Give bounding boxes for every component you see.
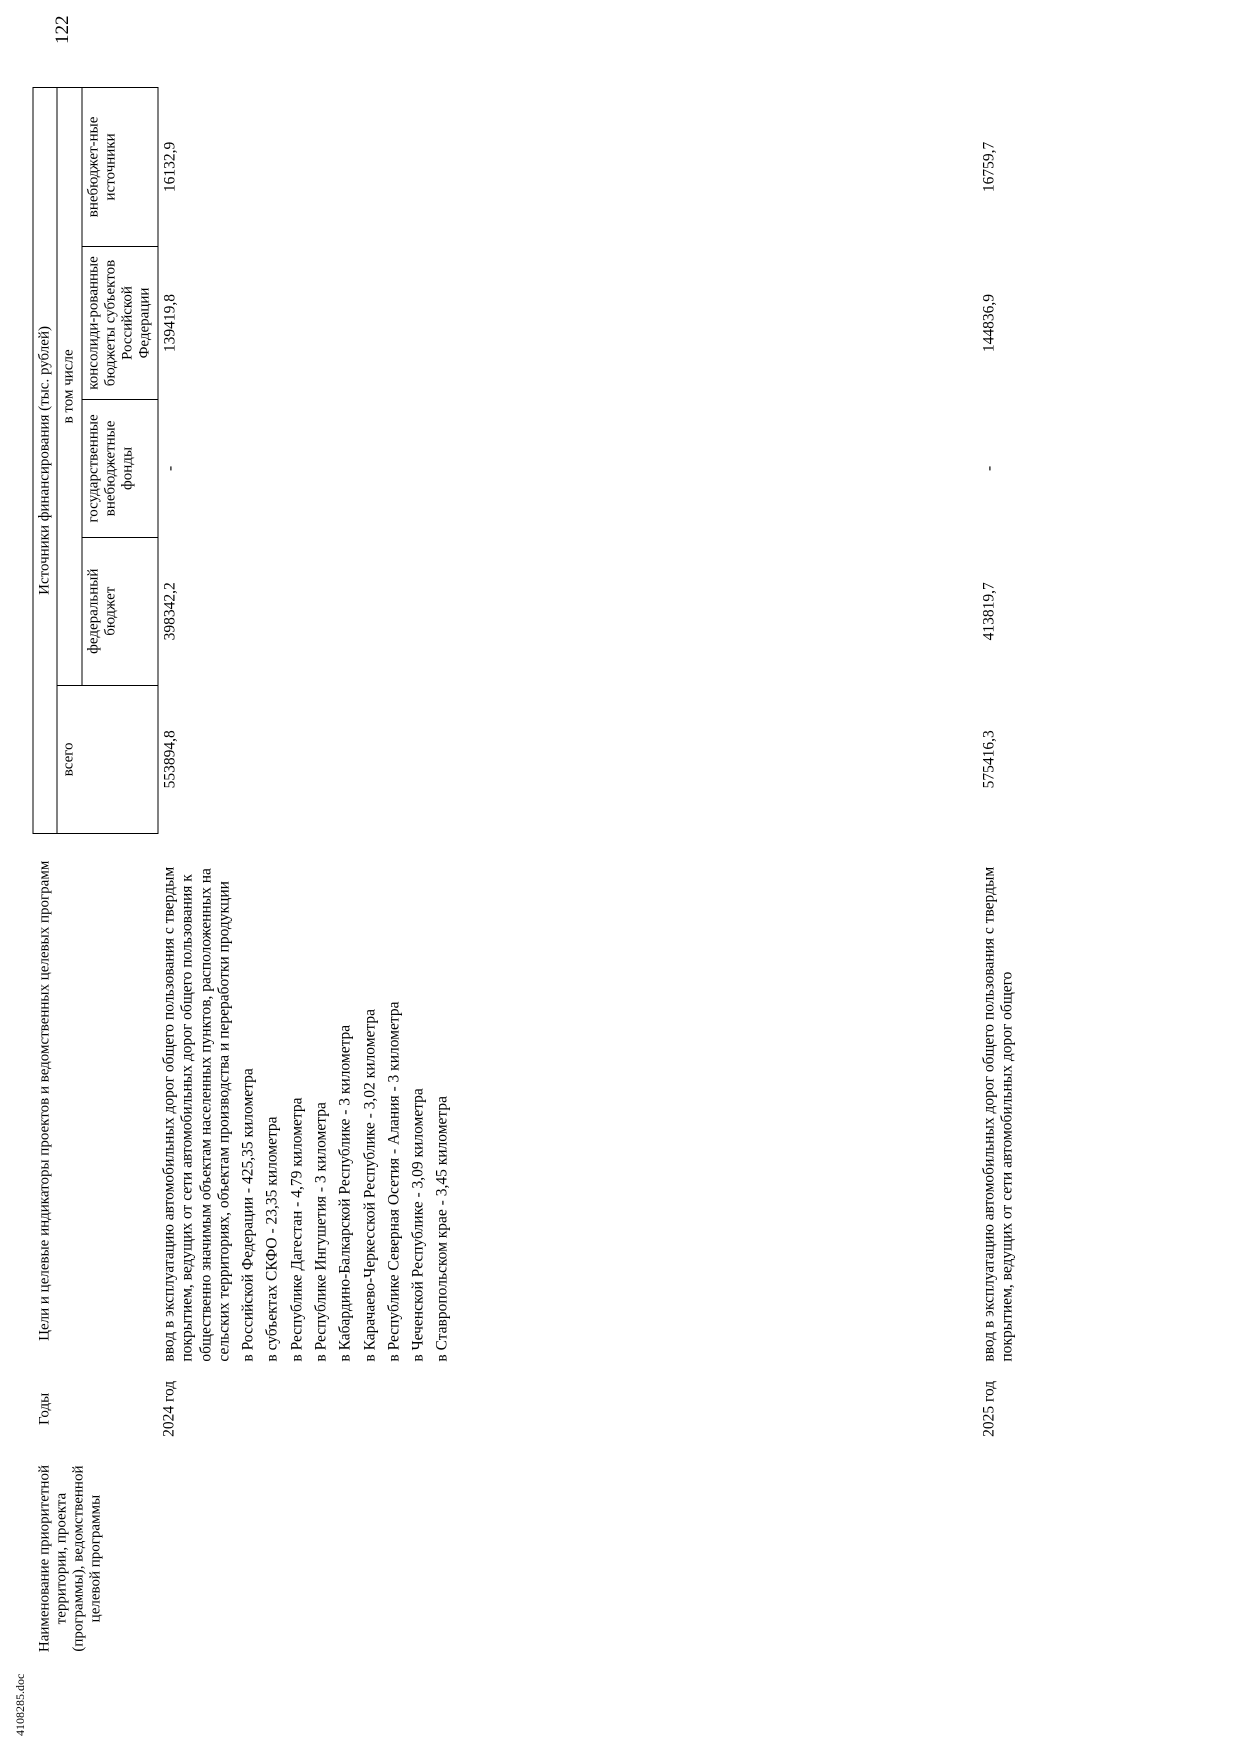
cell-year: 2024 год (160, 1380, 178, 1437)
goal-text: в Республике Северная Осетия - Алания - 3 километра (385, 1001, 403, 1362)
table-row (978, 88, 1148, 1668)
header-extrabudget-sources: внебюджет-ные источники (82, 88, 158, 247)
cell-state-extrabudget: - (161, 465, 178, 472)
goal-text: в Чеченской Республике - 3,09 километра (409, 1088, 427, 1362)
cell-federal: 413819,7 (980, 582, 998, 641)
goal-text: в Карачаево-Черкесской Республике - 3,02 километра (361, 1009, 379, 1362)
header-federal-budget: федеральный бюджет (82, 537, 158, 685)
financing-table (33, 87, 1148, 1667)
goal-text: в Республике Ингушетия - 3 километра (312, 1102, 330, 1362)
cell-consolidated: 144836,9 (980, 293, 998, 353)
goal-text: в субъектах СКФО - 23,35 километра (263, 1116, 281, 1362)
cell-goals (158, 833, 978, 1367)
goal-text: ввод в эксплуатацию автомобильных дорог общего пользования с твердым покрытием, ведущих от сети автомобильных дорог общего пользования к общественно значимым объектам населенных пунктов, расположенных на сельских территориях, объектам производства и переработки продукции (160, 866, 233, 1362)
table-row (158, 88, 978, 1668)
cell-consolidated: 139419,8 (161, 293, 178, 353)
cell-goals (978, 833, 1148, 1367)
cell-name (158, 1450, 978, 1667)
table-header-row-1 (33, 88, 57, 1668)
goal-text: ввод в эксплуатацию автомобильных дорог общего пользования с твердым покрытием, ведущих от сети автомобильных дорог общего (980, 866, 1016, 1362)
cell-year: 2025 год (980, 1380, 998, 1437)
cell-total: 575416,3 (980, 730, 998, 789)
cell-federal: 398342,2 (161, 582, 178, 641)
header-name: Наименование приоритетной территории, проекта (программы), ведомственной целевой программы (36, 1465, 104, 1653)
header-sources: Источники финансирования (тыс. рублей) (33, 88, 57, 834)
goal-text: в Кабардино-Балкарской Республике - 3 километра (336, 1024, 354, 1362)
goal-text: в Республике Дагестан - 4,79 километра (288, 1097, 306, 1362)
cell-total: 553894,8 (161, 730, 178, 789)
header-consolidated-budgets: консолиди-рованные бюджеты субъектов Российской Федерации (82, 246, 158, 399)
page-number: 122 (52, 15, 73, 44)
header-years: Годы (36, 1392, 52, 1425)
header-total: всего (57, 685, 157, 833)
header-state-extrabudget-funds: государственные внебюджетные фонды (82, 400, 158, 538)
header-in-that-number: в том числе (57, 88, 81, 686)
cell-extrabudget: 16759,7 (980, 141, 998, 193)
document-code: 4108285.doc (13, 1673, 27, 1736)
goal-text: в Российской Федерации - 425,35 километра (239, 1068, 257, 1362)
header-goals: Цели и целевые индикаторы проектов и ведомственных целевых программ (36, 860, 52, 1341)
cell-name (978, 1450, 1148, 1667)
cell-state-extrabudget: - (980, 465, 998, 472)
cell-extrabudget: 16132,9 (161, 141, 178, 193)
goal-text: в Ставропольском крае - 3,45 километра (433, 1095, 451, 1362)
